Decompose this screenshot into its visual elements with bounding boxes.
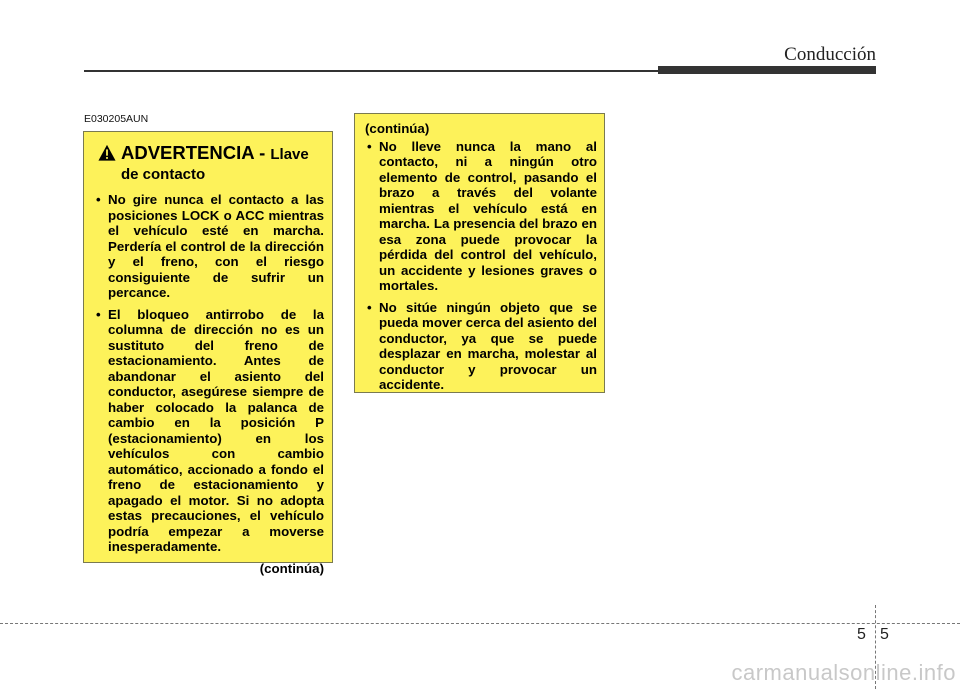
section-code: E030205AUN <box>84 113 149 125</box>
continues-note: (continúa) <box>259 560 324 576</box>
continued-bullet-1: • No lleve nunca la mano al contacto, ni a ningún otro elemento de control, pasando el brazo a través del volante mientras el vehículo está en marcha. La presencia del brazo en esa zona puede provocar la pérdida del control del vehículo, un accidente y lesiones graves o mortales. <box>365 139 597 294</box>
warning-box <box>83 131 333 576</box>
warning-bullet-1: • No gire nunca el contacto a las posiciones LOCK o ACC mientras el vehículo esté en marcha. Perdería el control de la dirección y el freno, con el riesgo consiguiente de sufrir un percance. <box>94 192 324 301</box>
warning-title-sub2: de contacto <box>121 166 206 183</box>
watermark-text: carmanualsonline.info <box>731 660 956 685</box>
continued-bullets <box>365 139 597 393</box>
header-rule-accent <box>658 66 876 74</box>
continued-label: (continúa) <box>365 121 430 136</box>
page-number: 5 <box>880 626 889 643</box>
continued-bullet-2: • No sitúe ningún objeto que se pueda mover cerca del asiento del conductor, ya que se puede desplazar en marcha, molestar al conductor y provocar un accidente. <box>365 300 597 393</box>
chapter-number: 5 <box>857 626 866 643</box>
warning-bullet-2: • El bloqueo antirrobo de la columna de dirección no es un sustituto del freno de estacionamiento. Antes de abandonar el asiento del conductor, asegúrese siempre de haber colocado la palanca de cambio en la posición P (estacionamiento) en los vehículos con cambio automático, accionado a fondo el freno de estacionamiento y apagado el motor. Si no adopta estas precauciones, el vehículo podría empezar a moverse inesperadamente. <box>94 307 324 555</box>
section-title: Conducción <box>784 44 876 65</box>
warning-title <box>121 142 309 184</box>
footer-rule <box>0 623 960 624</box>
continued-warning-box <box>354 113 605 393</box>
warning-bullets <box>94 192 324 555</box>
warning-triangle-icon <box>98 144 116 162</box>
warning-title-main: ADVERTENCIA - <box>121 142 271 163</box>
warning-title-sub1: Llave <box>270 146 309 163</box>
warning-header <box>98 142 324 184</box>
header-rule <box>84 70 658 72</box>
